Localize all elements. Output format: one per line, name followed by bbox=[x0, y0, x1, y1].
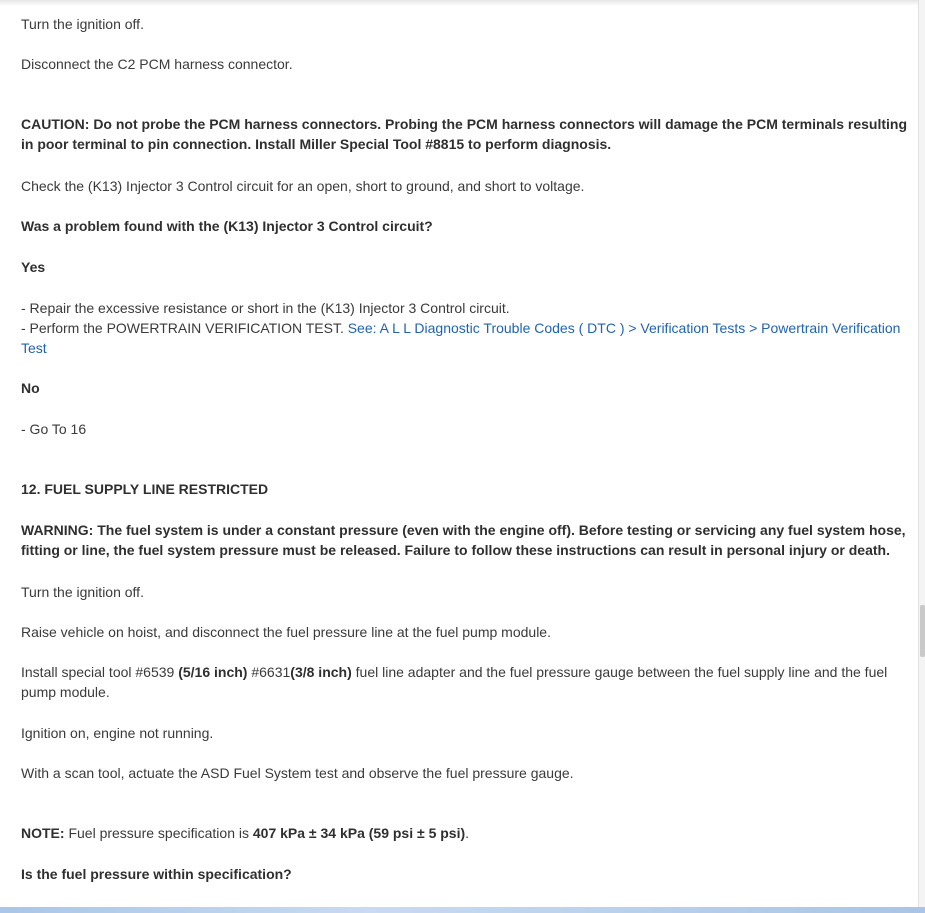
step-text: With a scan tool, actuate the ASD Fuel System test and observe the fuel pressure gauge. bbox=[21, 765, 574, 781]
step-text: Check the (K13) Injector 3 Control circuit for an open, short to ground, and short to voltage. bbox=[21, 178, 585, 194]
verification-test-link[interactable]: See: A L L Diagnostic Trouble Codes ( DTC ) > Verification Tests > Powertrain Verification Test bbox=[21, 320, 901, 356]
scrollbar-thumb[interactable] bbox=[920, 605, 925, 657]
list-item: - Perform the POWERTRAIN VERIFICATION TEST. See: A L L Diagnostic Trouble Codes ( DTC ) > Verification Tests > Powertrain Verification Test bbox=[21, 320, 901, 356]
step-text: Raise vehicle on hoist, and disconnect the fuel pressure line at the fuel pump module. bbox=[21, 624, 551, 640]
section-heading: 12. FUEL SUPPLY LINE RESTRICTED bbox=[21, 481, 269, 497]
yes-label: Yes bbox=[21, 259, 46, 275]
note: NOTE: Fuel pressure specification is 407 kPa ± 34 kPa (59 psi ± 5 psi). bbox=[21, 825, 470, 841]
warning-note: WARNING: The fuel system is under a constant pressure (even with the engine off). Before testing or servicing any fuel system hose, fitting or line, the fuel system pressure must be released. Failure to follow these instructions can result in personal injury or death. bbox=[21, 522, 906, 558]
step-text: Turn the ignition off. bbox=[21, 16, 144, 32]
vertical-scrollbar[interactable] bbox=[918, 0, 925, 913]
step-text: Turn the ignition off. bbox=[21, 584, 144, 600]
caution-note bbox=[21, 114, 911, 154]
step-text: Install special tool #6539 (5/16 inch) #6631(3/8 inch) fuel line adapter and the fuel pressure gauge between the fuel supply line and the fuel pump module. bbox=[21, 664, 888, 700]
top-shadow bbox=[0, 0, 918, 6]
list-item: - Repair the excessive resistance or short in the (K13) Injector 3 Control circuit. bbox=[21, 300, 510, 316]
step-question: Is the fuel pressure within specification? bbox=[21, 866, 292, 882]
step-question: Was a problem found with the (K13) Injector 3 Control circuit? bbox=[21, 218, 433, 234]
bottom-bar bbox=[0, 907, 925, 913]
step-text: Ignition on, engine not running. bbox=[21, 725, 214, 741]
step-text: Disconnect the C2 PCM harness connector. bbox=[21, 56, 293, 72]
caution-text: CAUTION: Do not probe the PCM harness connectors. Probing the PCM harness connectors will damage the PCM terminals resulting in poor terminal to pin connection. Install Miller Special Tool #8815 to perform diagnosis. bbox=[21, 116, 908, 152]
list-item: - Go To 16 bbox=[21, 421, 87, 437]
no-label: No bbox=[21, 380, 40, 396]
